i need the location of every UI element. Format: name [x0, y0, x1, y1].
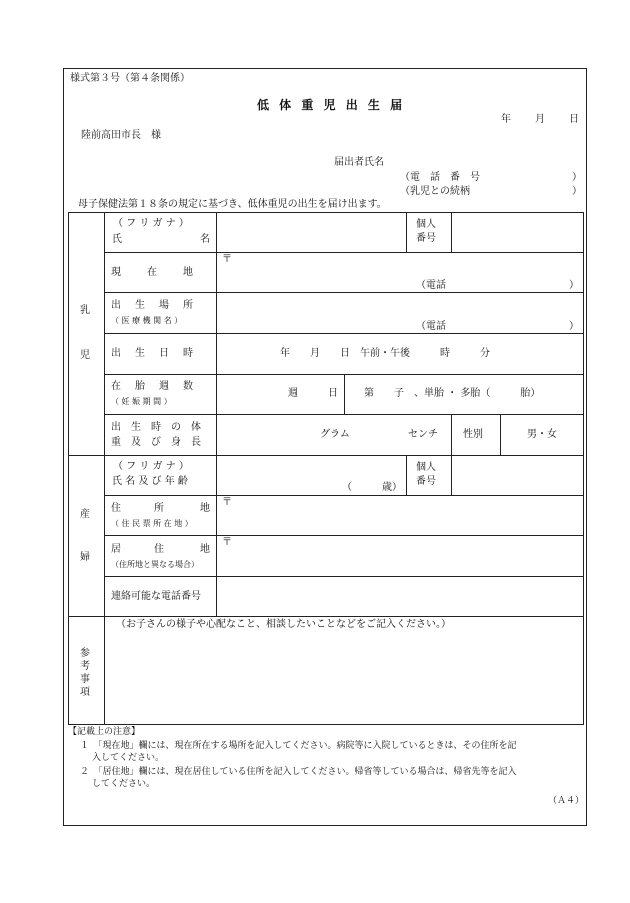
- weight-label-1: 出 生 時 の 体: [111, 422, 201, 433]
- sex-col-line: [500, 414, 501, 455]
- mother-address-postal-mark: 〒: [222, 497, 232, 508]
- mother-section-char-2: 婦: [80, 552, 90, 563]
- infant-section-char-2: 児: [80, 350, 90, 361]
- birthplace-phone-close: ）: [569, 321, 579, 332]
- remarks-label: 参考事項: [80, 648, 90, 698]
- birth-datetime-label: 出 生 日 時: [111, 348, 195, 359]
- note-1-line-2: 入してください。: [92, 753, 165, 763]
- birthplace-label: 出 生 場 所: [111, 300, 195, 311]
- infant-section-char-1: 乳: [80, 305, 90, 316]
- sex-col-line: [451, 414, 452, 455]
- infant-address-phone-label: （電話: [416, 280, 446, 291]
- infant-address-phone-close: ）: [569, 280, 579, 291]
- mother-residence-label-2: 住: [154, 544, 164, 555]
- weight-label-2: 重 及 び 身 長: [111, 437, 201, 448]
- infant-id-input[interactable]: [452, 213, 583, 252]
- height-unit: センチ: [408, 429, 438, 440]
- form-frame: [63, 68, 587, 826]
- addressee: 陸前高田市長 様: [81, 130, 161, 141]
- table-right-line: [583, 212, 584, 725]
- date-year-label: 年: [501, 114, 511, 125]
- mother-address-label-2: 所: [154, 503, 164, 514]
- table-left-line: [68, 212, 69, 725]
- birthplace-sub-label: （ 医 療 機 関 名 ）: [111, 316, 183, 325]
- mother-furigana-label: （ フ リ ガ ナ ）: [113, 461, 189, 472]
- row-line: [104, 333, 584, 334]
- mother-residence-postal-mark: 〒: [222, 537, 232, 548]
- id-col-line: [406, 212, 407, 252]
- note-1-line-1: １ 「現在地」欄には、現在所在する場所を記入してください。病院等に入院しているときは、その住所を記: [80, 741, 517, 751]
- table-bottom-line: [68, 724, 584, 725]
- mother-section-char-1: 産: [80, 509, 90, 520]
- mother-residence-sub-label: （住所地と異なる場合）: [111, 560, 199, 569]
- applicant-name-label: 届出者氏名: [334, 157, 384, 168]
- remarks-input[interactable]: [105, 617, 583, 724]
- birth-order-value[interactable]: 第 子 、単胎 ・ 多胎（ 胎）: [364, 388, 541, 399]
- gestation-split-line: [344, 374, 345, 414]
- phone-close-paren: ）: [572, 172, 582, 183]
- remarks-prompt: （お子さんの様子や心配なこと、相談したいことなどをご記入ください。）: [116, 619, 451, 630]
- mother-address-sub-label: （ 住 民 票 所 在 地 ）: [111, 519, 193, 528]
- form-title: 低 体 重 児 出 生 届: [257, 98, 406, 112]
- mother-address-label-1: 住: [111, 503, 121, 514]
- mother-id-label-1: 個人: [416, 462, 436, 473]
- date-month-label: 月: [535, 114, 545, 125]
- applicant-phone-label: （電 話 番 号: [400, 172, 480, 183]
- mother-address-input[interactable]: [217, 496, 583, 535]
- sex-label: 性別: [463, 429, 483, 440]
- relation-close-paren: ）: [572, 186, 582, 197]
- sex-value[interactable]: 男・女: [527, 429, 557, 440]
- infant-name-input[interactable]: [217, 213, 406, 252]
- note-2-line-2: してください。: [92, 779, 156, 789]
- paper-size: （Ａ４）: [548, 796, 585, 806]
- form-number: 様式第３号（第４条関係）: [70, 73, 190, 84]
- row-line: [104, 414, 584, 415]
- mother-contact-label: 連絡可能な電話番号: [111, 591, 201, 602]
- mother-id-label-2: 番号: [416, 476, 436, 487]
- mother-residence-input[interactable]: [217, 536, 583, 576]
- infant-address-label: 現 在 地: [111, 267, 195, 278]
- infant-id-label-1: 個人: [416, 219, 436, 230]
- relation-label: （乳児との続柄: [400, 186, 470, 197]
- birth-datetime-value[interactable]: 年 月 日 午前・午後 時 分: [280, 348, 490, 359]
- statement: 母子保健法第１８条の規定に基づき、低体重児の出生を届け出ます。: [78, 199, 387, 210]
- gestation-sub-label: （ 妊 娠 期 間 ）: [111, 397, 172, 406]
- weight-unit: グラム: [320, 429, 350, 440]
- gestation-label: 在 胎 週 数: [111, 381, 195, 392]
- mother-id-input[interactable]: [452, 456, 583, 495]
- infant-name-label-1: 氏: [112, 234, 122, 245]
- gestation-value[interactable]: 週 日: [288, 388, 338, 399]
- mother-residence-label-3: 地: [200, 544, 210, 555]
- infant-address-input[interactable]: [217, 253, 583, 292]
- mother-name-age-label: 氏 名 及 び 年 齢: [112, 476, 188, 487]
- mother-contact-input[interactable]: [217, 577, 583, 616]
- birthplace-input[interactable]: [217, 293, 583, 333]
- id-col-line: [406, 455, 407, 495]
- infant-furigana-label: （ フ リ ガ ナ ）: [113, 218, 189, 229]
- infant-id-label-2: 番号: [416, 233, 436, 244]
- mother-address-label-3: 地: [200, 503, 210, 514]
- notes-heading: 【記載上の注意】: [68, 727, 141, 737]
- infant-postal-mark: 〒: [222, 254, 232, 265]
- mother-age-field[interactable]: （ 歳）: [342, 482, 402, 493]
- date-day-label: 日: [569, 114, 579, 125]
- infant-name-label-2: 名: [200, 234, 210, 245]
- note-2-line-1: ２ 「居住地」欄には、現在居住している住所を記入してください。帰省等している場合は、帰省先等を記入: [80, 767, 517, 777]
- mother-residence-label-1: 居: [111, 544, 121, 555]
- birthplace-phone-label: （電話: [416, 321, 446, 332]
